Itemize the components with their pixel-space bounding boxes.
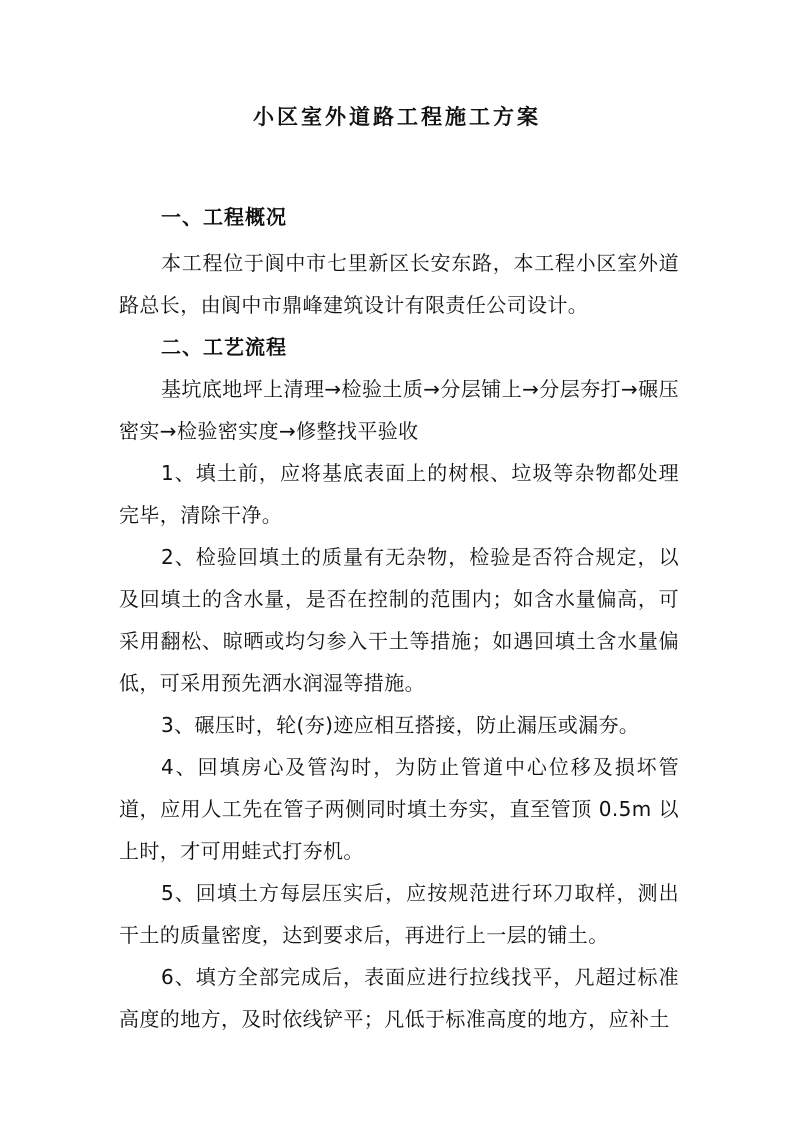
paragraph-step-5: 5、回填土方每层压实后，应按规范进行环刀取样，测出干土的质量密度，达到要求后，再进行上一层的铺土。 xyxy=(119,881,679,947)
document-body xyxy=(119,196,679,1040)
paragraph-step-2: 2、检验回填土的质量有无杂物，检验是否符合规定，以及回填土的含水量，是否在控制的范围内；如含水量偏高，可采用翻松、晾晒或均匀参入干土等措施；如遇回填土含水量偏低，可采用预先洒水润湿等措施。 xyxy=(119,545,679,695)
paragraph-step-3: 3、碾压时，轮(夯)迹应相互搭接，防止漏压或漏夯。 xyxy=(161,713,640,737)
paragraph-process-flow: 基坑底地坪上清理→检验土质→分层铺上→分层夯打→碾压密实→检验密实度→修整找平验收 xyxy=(119,377,679,443)
paragraph-step-6: 6、填方全部完成后，表面应进行拉线找平，凡超过标准高度的地方，及时依线铲平；凡低于标准高度的地方，应补土 xyxy=(119,965,679,1031)
section-heading-overview: 一、工程概况 xyxy=(161,205,287,229)
document-title: 小区室外道路工程施工方案 xyxy=(253,104,541,129)
section-heading-process: 二、工艺流程 xyxy=(161,335,287,359)
paragraph-overview: 本工程位于阆中市七里新区长安东路，本工程小区室外道路总长，由阆中市鼎峰建筑设计有限责任公司设计。 xyxy=(119,251,679,317)
paragraph-step-1: 1、填土前，应将基底表面上的树根、垃圾等杂物都处理完毕，清除干净。 xyxy=(119,461,679,527)
paragraph-step-4: 4、回填房心及管沟时，为防止管道中心位移及损坏管道，应用人工先在管子两侧同时填土夯实，直至管顶 0.5m 以上时，才可用蛙式打夯机。 xyxy=(119,755,679,863)
